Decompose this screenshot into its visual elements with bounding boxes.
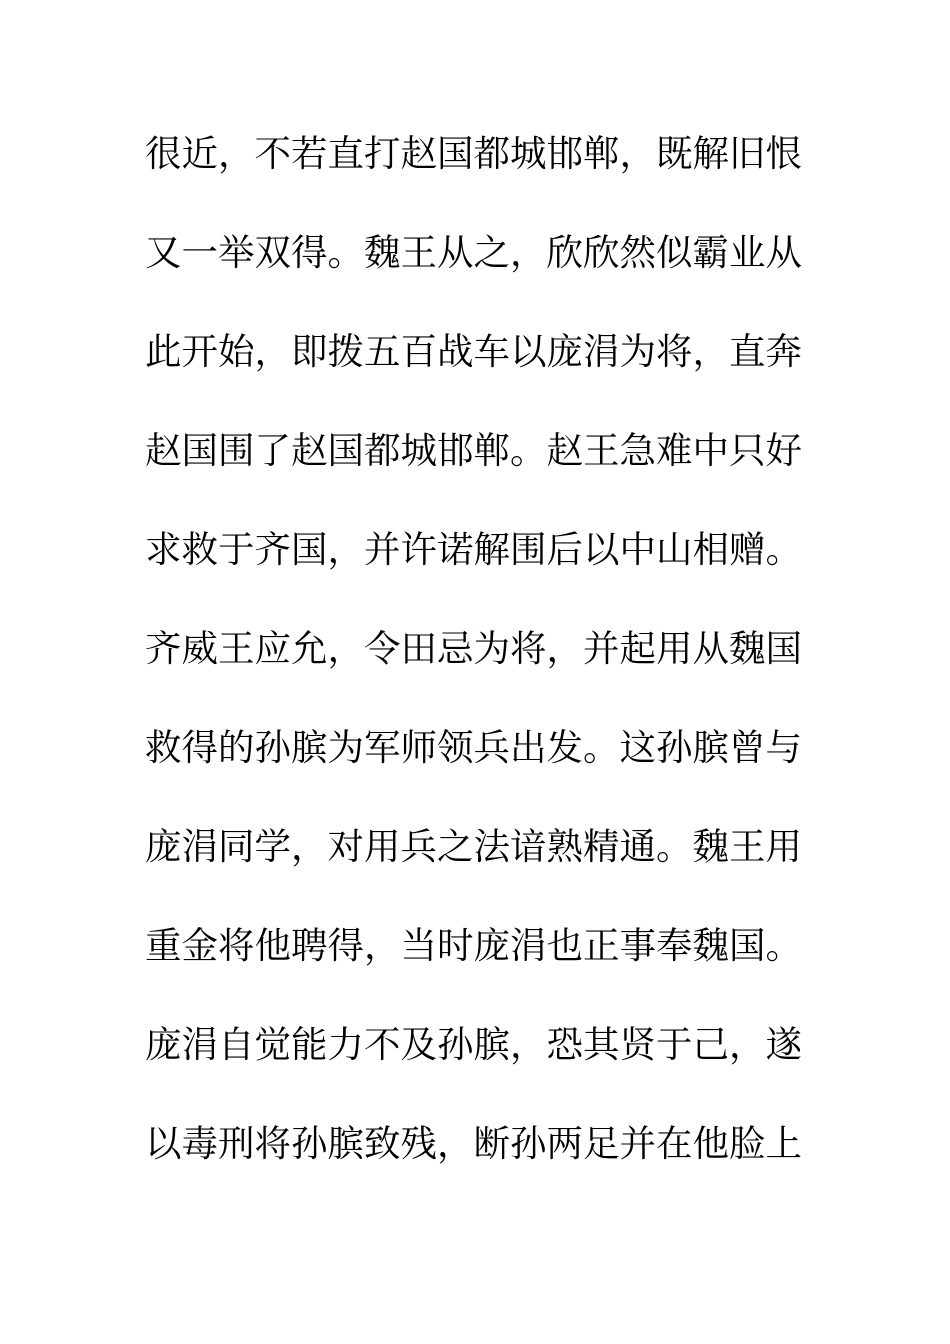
text-line-9: 重金将他聘得，当时庞涓也正事奉魏国。 (145, 924, 802, 967)
text-line-1: 很近，不若直打赵国都城邯郸，既解旧恨 (145, 132, 802, 175)
text-line-6: 齐威王应允，令田忌为将，并起用从魏国 (145, 627, 802, 670)
text-line-3: 此开始，即拨五百战车以庞涓为将，直奔 (145, 330, 802, 373)
body-text (145, 124, 810, 1213)
text-line-7: 救得的孙膑为军师领兵出发。这孙膑曾与 (145, 726, 802, 769)
text-line-4: 赵国围了赵国都城邯郸。赵王急难中只好 (145, 429, 802, 472)
text-line-11: 以毒刑将孙膑致残，断孙两足并在他脸上 (145, 1122, 802, 1165)
text-line-10: 庞涓自觉能力不及孙膑，恐其贤于己，遂 (145, 1023, 802, 1066)
text-line-8: 庞涓同学，对用兵之法谙熟精通。魏王用 (145, 825, 802, 868)
text-line-5: 求救于齐国，并许诺解围后以中山相赠。 (145, 528, 802, 571)
text-line-2: 又一举双得。魏王从之，欣欣然似霸业从 (145, 231, 802, 274)
